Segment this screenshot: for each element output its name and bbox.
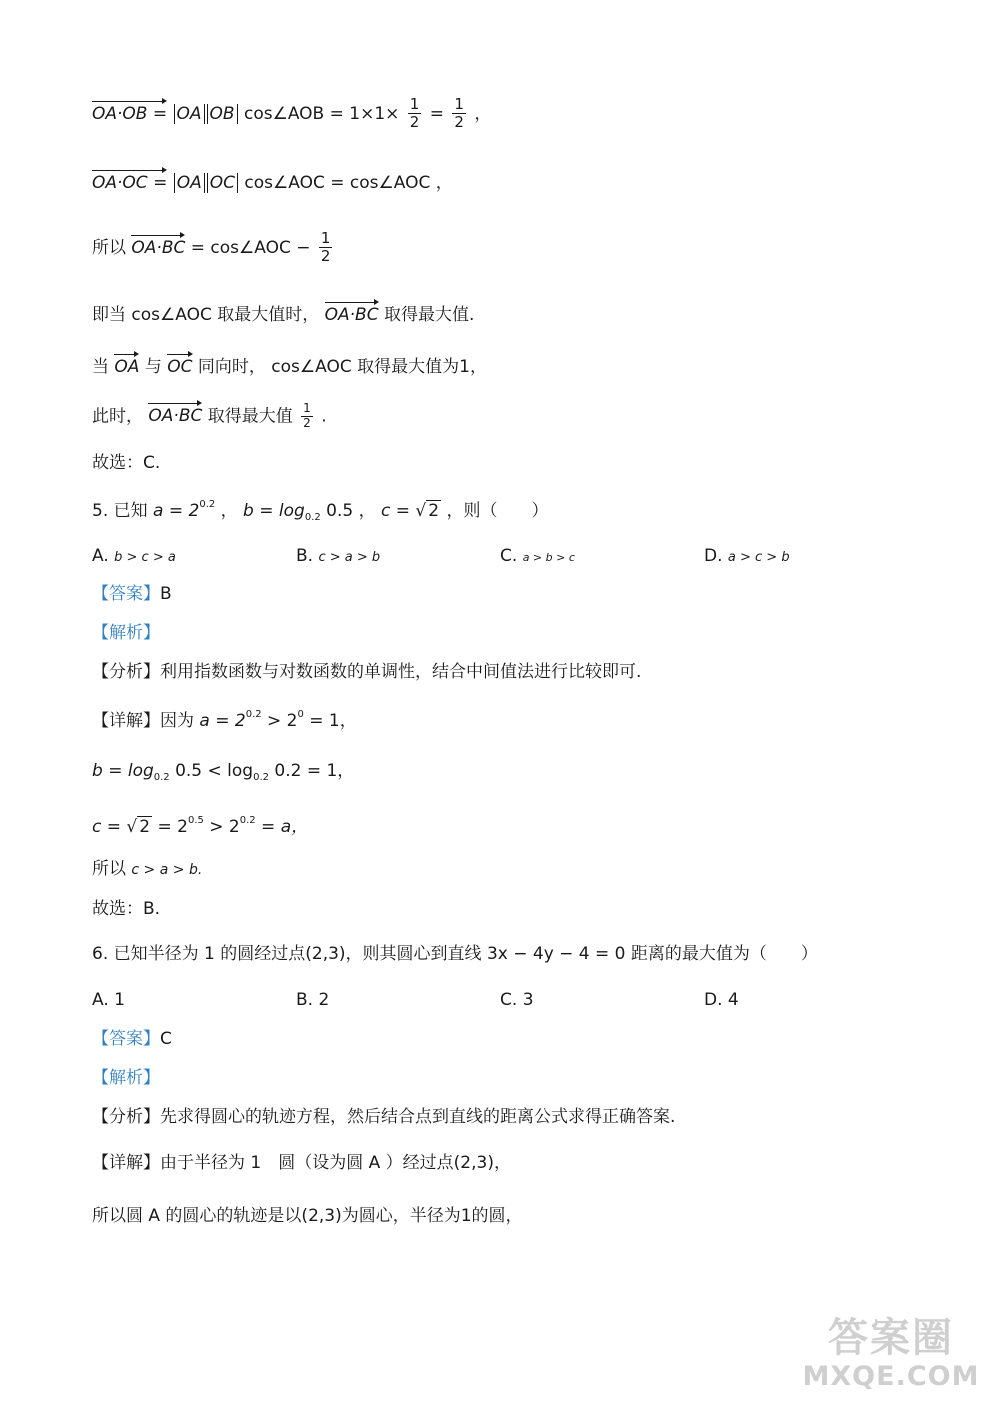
text: 所以	[92, 859, 126, 879]
q5-choice: 故选：B.	[92, 899, 161, 919]
eq-oa-bc	[92, 230, 335, 266]
separator: ，	[220, 501, 238, 521]
watermark-bottom-text: MXQE.COM	[802, 1361, 980, 1392]
q5-option-c: C. a > b > c	[500, 546, 575, 566]
vector-oa-bc: OA·BC	[148, 403, 202, 426]
fraction-half-1: $\frac{1}{2}$	[409, 95, 420, 132]
cos-aoc-minus: = cos∠AOC −	[190, 237, 311, 258]
vector-oa-bc: OA·BC	[131, 235, 185, 258]
vector-oa-oc: OA·OC =	[92, 170, 167, 193]
q6-fenxi	[92, 1107, 675, 1127]
fraction-half: $\frac{1}{2}$	[303, 401, 311, 430]
exponent: 0.5	[187, 815, 204, 826]
q6-stem: 6. 已知半径为 1 的圆经过点(2,3)，则其圆心到直线 3x − 4y − 4 = 0 距离的最大值为（ ）	[92, 944, 818, 964]
fenxi-tag: 【分析】	[92, 1107, 160, 1127]
q5-option-d: D. a > c > b	[704, 546, 790, 566]
q5-fenxi	[92, 662, 641, 682]
log-base: 0.2	[153, 772, 170, 783]
q5-c-def: c =	[380, 501, 410, 521]
log-arg: 0.5	[326, 501, 354, 521]
q6-answer	[92, 1029, 172, 1049]
exponent: 0.2	[199, 499, 216, 510]
comma: ，	[435, 173, 453, 193]
fraction-half: $\frac{1}{2}$	[320, 229, 331, 266]
answer-tag: 【答案】	[92, 584, 160, 604]
abs-oa: OA	[174, 104, 205, 124]
vector-oa: OA	[114, 354, 139, 377]
fraction-half-2: $\frac{1}{2}$	[454, 95, 464, 132]
exponent: 0	[297, 709, 304, 720]
q6-option-d: D. 4	[704, 990, 739, 1010]
expr: c > a > b.	[131, 862, 203, 878]
expr: c =	[92, 817, 121, 837]
expr: a = 2	[199, 711, 246, 731]
abs-oc: OC	[207, 173, 238, 193]
vector-oa-ob: OA·OB =	[92, 101, 167, 124]
text: 即当 cos∠AOC 取最大值时，	[92, 305, 320, 325]
q5-detail-1	[92, 709, 357, 731]
q5-b-def: b = log	[243, 501, 305, 521]
xiangjie-tag: 【详解】	[92, 711, 160, 731]
q6-option-a: A. 1	[92, 990, 125, 1010]
prefix-text: 所以	[92, 237, 126, 258]
comma: ，	[474, 103, 492, 124]
choice-c-prev: 故选：C.	[92, 453, 161, 473]
q5-detail-4	[92, 859, 202, 879]
sqrt-symbol: √ 2	[415, 501, 440, 521]
text: 与	[144, 357, 162, 377]
q6-option-c: C. 3	[500, 990, 534, 1010]
text: 取得最大值	[207, 406, 293, 427]
q5-answer	[92, 584, 172, 604]
period: .	[321, 406, 327, 427]
log-base: 0.2	[304, 512, 321, 523]
eq-oa-ob	[92, 96, 491, 132]
text: 当	[92, 357, 109, 377]
expr: > 2	[203, 817, 240, 837]
text: 取得最大值.	[384, 305, 475, 325]
vector-oa-bc: OA·BC	[325, 302, 379, 325]
q5-number: 5. 已知	[92, 501, 148, 521]
xiangjie-tag: 【详解】	[92, 1153, 160, 1173]
text: 同向时， cos∠AOC 取得最大值为1，	[197, 357, 487, 377]
analysis-tag: 【解析】	[92, 623, 160, 643]
q5-tail: ，则（ ）	[446, 501, 549, 521]
equals-sign: =	[429, 103, 444, 124]
line-max-when	[92, 302, 474, 325]
expr: 0.5 < log	[169, 761, 254, 781]
q6-analysis-tag	[92, 1068, 160, 1088]
fenxi-tag: 【分析】	[92, 662, 160, 682]
answer-value: C	[160, 1029, 172, 1049]
q6-detail-1	[92, 1153, 511, 1173]
log-base: 0.2	[253, 772, 269, 783]
abs-oa: OA	[174, 173, 205, 193]
expr: 0.2 = 1，	[268, 761, 355, 781]
line-same-direction	[92, 354, 487, 377]
separator: ，	[358, 501, 376, 521]
q5-a-def: a = 2	[153, 501, 200, 521]
text: 因为	[160, 711, 194, 731]
q5-detail-2	[92, 761, 354, 784]
watermark-top-text: 答案圈	[828, 1315, 954, 1361]
sqrt-symbol: √ 2	[126, 817, 151, 837]
q5-option-a: A. b > c > a	[92, 546, 176, 566]
text: 此时，	[92, 406, 143, 427]
cos-aob-text: cos∠AOB = 1×1×	[243, 103, 400, 124]
expr: = 2	[157, 817, 188, 837]
answer-value: B	[160, 584, 172, 604]
detail-text: 由于半径为 1 圆（设为圆 A ）经过点(2,3)，	[160, 1153, 511, 1173]
q6-option-b: B. 2	[296, 990, 330, 1010]
q5-detail-3	[92, 815, 308, 837]
fenxi-text: 利用指数函数与对数函数的单调性，结合中间值法进行比较即可.	[160, 662, 642, 682]
exponent: 0.2	[245, 709, 262, 720]
cos-aoc-text: cos∠AOC = cos∠AOC	[244, 173, 431, 193]
expr: = a，	[255, 817, 309, 837]
exponent: 0.2	[239, 815, 256, 826]
q6-detail-2: 所以圆 A 的圆心的轨迹是以(2,3)为圆心，半径为1的圆，	[92, 1206, 523, 1226]
eq-oa-oc	[92, 170, 453, 193]
line-at-this-time	[92, 402, 327, 431]
fenxi-text: 先求得圆心的轨迹方程，然后结合点到直线的距离公式求得正确答案.	[160, 1107, 676, 1127]
analysis-tag: 【解析】	[92, 1068, 160, 1088]
expr: = 1，	[303, 711, 357, 731]
q5-analysis-tag	[92, 623, 160, 643]
q5-option-b: B. c > a > b	[296, 546, 381, 566]
q5-stem	[92, 499, 548, 524]
watermark-logo	[796, 1315, 986, 1405]
expr: b = log	[92, 761, 154, 781]
answer-tag: 【答案】	[92, 1029, 160, 1049]
vector-oc: OC	[167, 354, 192, 377]
abs-ob: OB	[207, 104, 238, 124]
expr: > 2	[261, 711, 298, 731]
